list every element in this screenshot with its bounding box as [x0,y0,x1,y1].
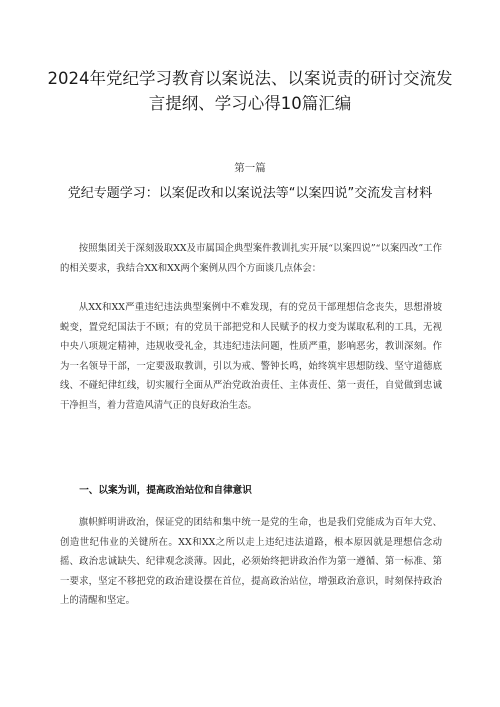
intro-paragraph: 按照集团关于深刻汲取XX及市属国企典型案件教训扎实开展“以案四说”“以案四改”工作的相关要求，我结合XX和XX两个案例从四个方面谈几点体会： [60,243,442,274]
body-paragraph-2: 旗帜鲜明讲政治，保证党的团结和集中统一是党的生命，也是我们党能成为百年大党、创造世纪伟业的关键所在。XX和XX之所以走上违纪违法道路，根本原因就是理想信念动摇、政治忠诚缺失、纪律观念淡薄。因此，必须始终把讲政治作为第一遵循、第一标准、第一要求，坚定不移把党的政治建设摆在首位，提高政治站位，增强政治意识，时刻保持政治上的清醒和坚定。 [60,517,442,606]
document-title: 2024年党纪学习教育以案说法、以案说责的研讨交流发言提纲、学习心得10篇汇编 [47,69,453,113]
body-paragraph-1: 从XX和XX严重违纪违法典型案例中不难发现，有的党员干部理想信念丧失，思想滑坡蜕变，置党纪国法于不顾；有的党员干部把党和人民赋予的权力变为谋取私利的工具，无视中央八项规定精神，违规收受礼金，其违纪违法问题，性质严重，影响恶劣，教训深刻。作为一名领导干部，一定要汲取教训，引以为戒、警钟长鸣，始终筑牢思想防线、坚守道德底线、不碰纪律红线，切实履行全面从严治党政治责任、主体责任、第一责任，自觉做到忠诚干净担当，着力营造风清气正的良好政治生态。 [60,302,442,411]
section-label: 第一篇 [234,162,266,174]
article-subtitle: 党纪专题学习：以案促改和以案说法等“以案四说”交流发言材料 [67,186,433,201]
section-heading-1: 一、以案为训，提高政治站位和自律意识 [79,485,252,496]
